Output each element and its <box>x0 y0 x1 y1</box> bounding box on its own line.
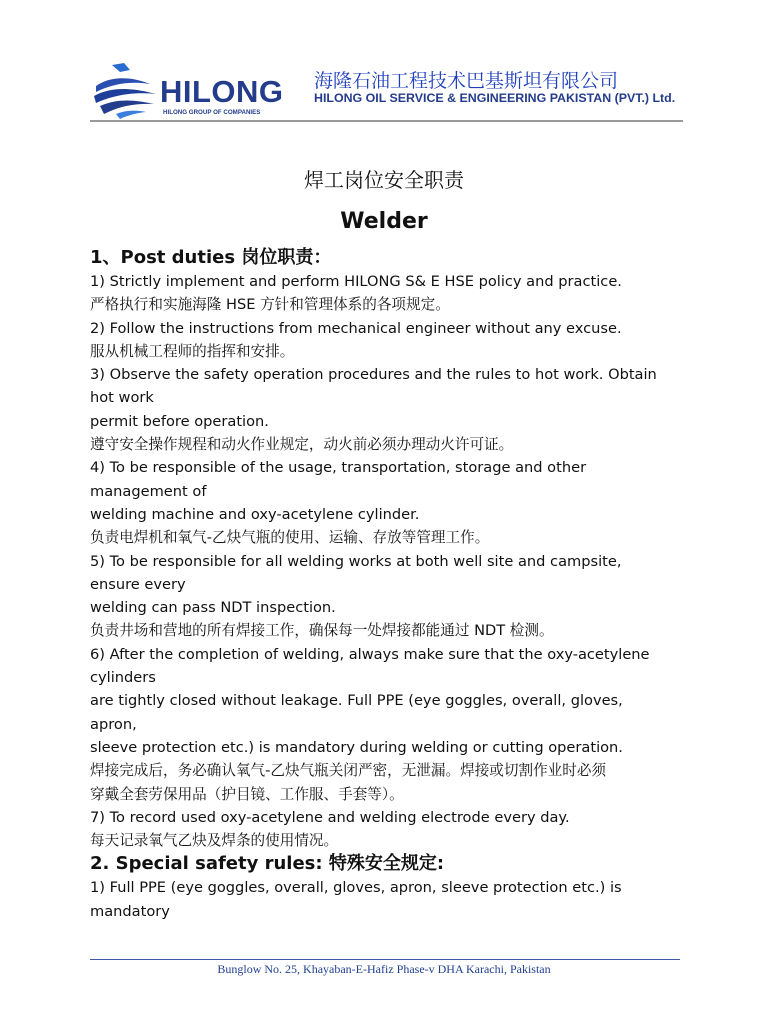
footer-divider <box>90 959 680 960</box>
text-line: hot work <box>90 389 154 407</box>
letterhead <box>90 62 683 122</box>
text-line: 7) To record used oxy-acetylene and welding electrode every day. <box>90 808 570 826</box>
text-line: 6) After the completion of welding, always make sure that the oxy-acetylene <box>90 645 650 663</box>
section-heading-special-safety-rules: 2. Special safety rules: 特殊安全规定: <box>90 853 445 875</box>
text-line: 负责井场和营地的所有焊接工作，确保每一处焊接都能通过 NDT 检测。 <box>90 622 554 640</box>
text-line: 4) To be responsible of the usage, transportation, storage and other <box>90 459 587 477</box>
document-title-en: Welder <box>340 209 428 234</box>
text-line: ensure every <box>90 575 186 593</box>
text-line: apron, <box>90 715 137 733</box>
logo-wordmark: HILONG <box>160 74 284 109</box>
text-line: are tightly closed without leakage. Full PPE (eye goggles, overall, gloves, <box>90 692 623 710</box>
post-duties-list <box>90 270 684 852</box>
text-line: welding can pass NDT inspection. <box>90 599 336 617</box>
text-line: 焊接完成后，务必确认氧气-乙炔气瓶关闭严密，无泄漏。焊接或切割作业时必须 <box>90 762 607 780</box>
text-line: 2) Follow the instructions from mechanical engineer without any excuse. <box>90 319 622 337</box>
footer-address: Bunglow No. 25, Khayaban-E-Hafiz Phase-v DHA Karachi, Pakistan <box>217 962 551 976</box>
text-line: sleeve protection etc.) is mandatory during welding or cutting operation. <box>90 738 623 756</box>
header-divider <box>90 120 683 122</box>
company-name-cn: 海隆石油工程技术巴基斯坦有限公司 <box>314 70 619 92</box>
document-title-cn: 焊工岗位安全职责 <box>304 168 464 192</box>
hilong-wave-logo-icon <box>90 62 158 120</box>
text-line: management of <box>90 482 207 500</box>
text-line: permit before operation. <box>90 412 269 430</box>
text-line: cylinders <box>90 669 156 687</box>
logo-subtitle: HILONG GROUP OF COMPANIES <box>163 109 261 116</box>
text-line: 穿戴全套劳保用品（护目镜、工作服、手套等）。 <box>90 785 404 803</box>
text-line: 严格执行和实施海隆 HSE 方针和管理体系的各项规定。 <box>90 296 450 314</box>
text-line: 3) Observe the safety operation procedures and the rules to hot work. Obtain <box>90 366 657 384</box>
text-line: 每天记录氧气乙炔及焊条的使用情况。 <box>90 832 339 850</box>
text-line: 服从机械工程师的指挥和安排。 <box>90 342 295 360</box>
text-line: welding machine and oxy-acetylene cylinder. <box>90 505 420 523</box>
text-line: mandatory <box>90 902 170 920</box>
text-line: 1) Strictly implement and perform HILONG S& E HSE policy and practice. <box>90 273 622 290</box>
text-line: 遵守安全操作规程和动火作业规定，动火前必须办理动火许可证。 <box>90 436 514 454</box>
text-line: 负责电焊机和氧气-乙炔气瓶的使用、运输、存放等管理工作。 <box>90 529 490 547</box>
text-line: 5) To be responsible for all welding works at both well site and campsite, <box>90 552 622 570</box>
special-safety-rules-list <box>90 876 684 923</box>
company-name-en: HILONG OIL SERVICE & ENGINEERING PAKISTAN (PVT.) Ltd. <box>314 91 676 105</box>
company-logo <box>90 62 300 120</box>
text-line: 1) Full PPE (eye goggles, overall, gloves, apron, sleeve protection etc.) is <box>90 879 622 897</box>
document-body <box>90 246 684 923</box>
section-heading-post-duties: 1、Post duties 岗位职责： <box>90 247 332 268</box>
